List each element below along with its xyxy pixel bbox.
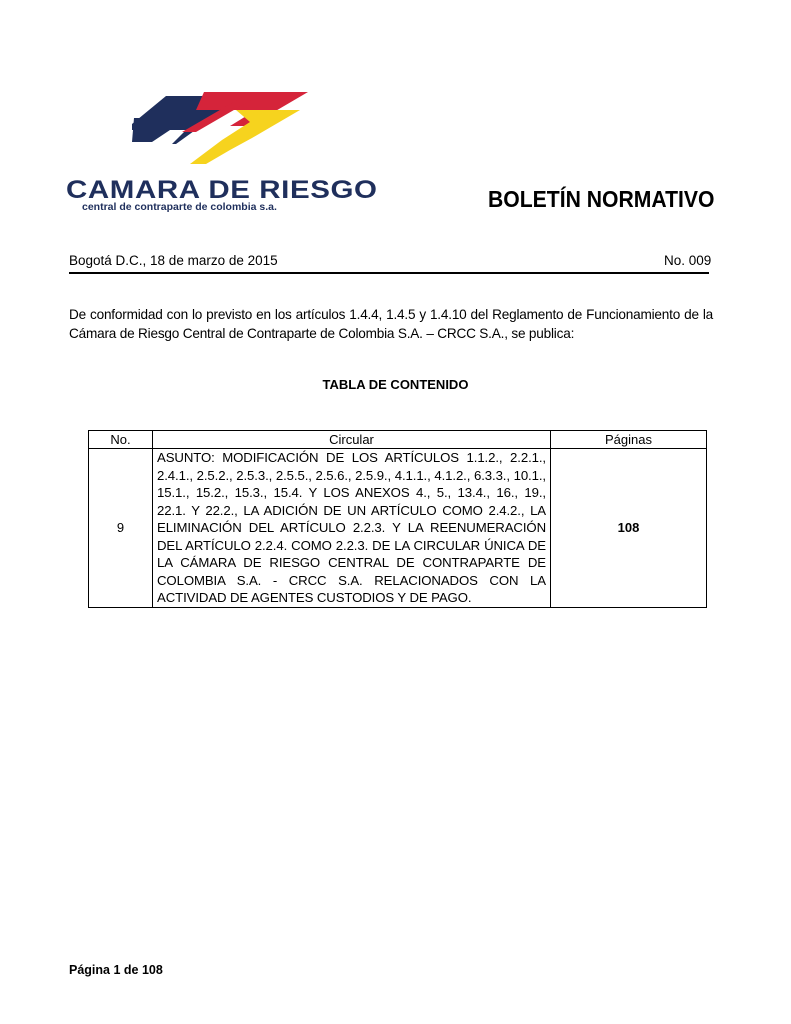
bulletin-number: No. 009 <box>664 253 712 268</box>
toc-table <box>88 430 707 608</box>
place-date: Bogotá D.C., 18 de marzo de 2015 <box>69 253 278 268</box>
intro-paragraph: De conformidad con lo previsto en los artículos 1.4.4, 1.4.5 y 1.4.10 del Reglamento de Funcionamiento de la Cámara de Riesgo Central de Contraparte de Colombia S.A. – CRCC S.A., se publica: <box>69 307 713 341</box>
row-no: 9 <box>89 449 153 608</box>
header-divider <box>69 272 709 274</box>
logo-mark-icon <box>132 88 312 168</box>
row-circular: ASUNTO: MODIFICACIÓN DE LOS ARTÍCULOS 1.1.2., 2.2.1., 2.4.1., 2.5.2., 2.5.3., 2.5.5., 2.5.6., 2.5.9., 4.1.1., 4.1.2., 6.3.3., 10.1., 15.1., 15.2., 15.3., 15.4. Y LOS ANEXOS 4., 5., 13.4., 16., 19., 22.1. Y 22.2., LA ADICIÓN DE UN ARTÍCULO COMO 2.4.2., LA ELIMINACIÓN DEL ARTÍCULO 2.2.3. Y LA REENUMERACIÓN DEL ARTÍCULO 2.2.4. COMO 2.2.3. DE LA CIRCULAR ÚNICA DE LA CÁMARA DE RIESGO CENTRAL DE CONTRAPARTE DE COLOMBIA S.A. - CRCC S.A. RELACIONADOS CON LA ACTIVIDAD DE AGENTES CUSTODIOS Y DE PAGO. <box>153 449 551 608</box>
company-logo <box>66 88 378 218</box>
row-paginas: 108 <box>551 449 707 608</box>
toc-header-row <box>89 431 707 449</box>
header-no: No. <box>89 431 153 449</box>
header-paginas: Páginas <box>551 431 707 449</box>
page-footer: Página 1 de 108 <box>69 963 163 977</box>
logo-wordmark: CAMARA DE RIESGO <box>66 176 378 204</box>
table-row <box>89 449 707 608</box>
header-circular: Circular <box>153 431 551 449</box>
toc-title: TABLA DE CONTENIDO <box>322 377 469 392</box>
logo-subtitle: central de contraparte de colombia s.a. <box>82 201 277 213</box>
document-title: BOLETÍN NORMATIVO <box>488 186 715 212</box>
